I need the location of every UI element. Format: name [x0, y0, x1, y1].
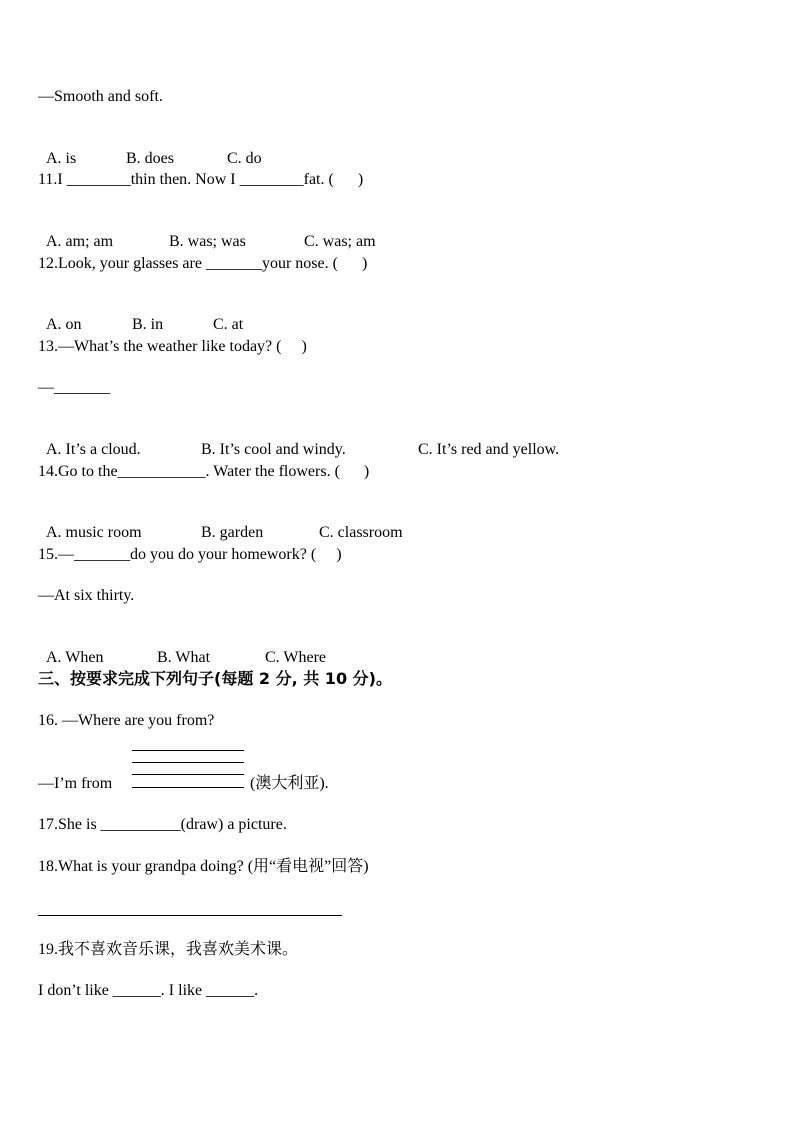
question-18: 18.What is your grandpa doing? (用“看电视”回答)	[38, 858, 369, 875]
q13-options	[38, 420, 559, 460]
q16-answer-prefix: —I’m from	[38, 775, 113, 792]
question-17: 17.She is __________(draw) a picture.	[38, 816, 287, 833]
q18-answer-rule	[38, 915, 342, 916]
option-c: C. classroom	[319, 524, 403, 541]
option-a: A. am; am	[46, 233, 114, 250]
question-12: 12.Look, your glasses are _______your nose. ( )	[38, 255, 368, 272]
option-b: B. garden	[201, 524, 264, 541]
question-11: 11.I ________thin then. Now I ________fat. ( )	[38, 171, 364, 188]
question-16: 16. —Where are you from?	[38, 712, 215, 729]
option-c: C. Where	[265, 649, 327, 666]
answer-rule	[132, 762, 244, 763]
q16-hint: (澳大利亚).	[250, 775, 329, 792]
option-a: A. It’s a cloud.	[46, 441, 141, 458]
q15-answer-line: —At six thirty.	[38, 587, 135, 604]
option-b: B. It’s cool and windy.	[201, 441, 346, 458]
option-a: A. music room	[46, 524, 142, 541]
q13-answer-line: —_______	[38, 379, 110, 396]
q19-answer-line: I don’t like ______. I like ______.	[38, 982, 259, 999]
answer-rule	[132, 774, 244, 775]
q15-options	[38, 628, 326, 668]
q12-options	[38, 295, 243, 335]
option-c: C. at	[213, 316, 244, 333]
option-a: A. is	[46, 150, 77, 167]
option-b: B. in	[132, 316, 164, 333]
answer-rule	[132, 750, 244, 751]
q14-options	[38, 503, 403, 543]
question-19: 19.我不喜欢音乐课，我喜欢美术课。	[38, 941, 299, 958]
section-heading: 三、按要求完成下列句子(每题 2 分, 共 10 分)。	[38, 669, 392, 688]
option-c: C. do	[227, 150, 262, 167]
option-a: A. When	[46, 649, 104, 666]
option-b: B. was; was	[169, 233, 246, 250]
q10-answer-line: —Smooth and soft.	[38, 88, 163, 105]
option-c: C. It’s red and yellow.	[418, 441, 560, 458]
answer-rule	[132, 787, 244, 788]
option-c: C. was; am	[304, 233, 376, 250]
q10-options	[38, 129, 262, 169]
question-13: 13.—What’s the weather like today? ( )	[38, 338, 307, 355]
q11-options	[38, 212, 376, 252]
option-a: A. on	[46, 316, 82, 333]
option-b: B. What	[157, 649, 211, 666]
question-15: 15.—_______do you do your homework? ( )	[38, 546, 342, 563]
question-14: 14.Go to the___________. Water the flowers. ( )	[38, 463, 370, 480]
option-b: B. does	[126, 150, 174, 167]
